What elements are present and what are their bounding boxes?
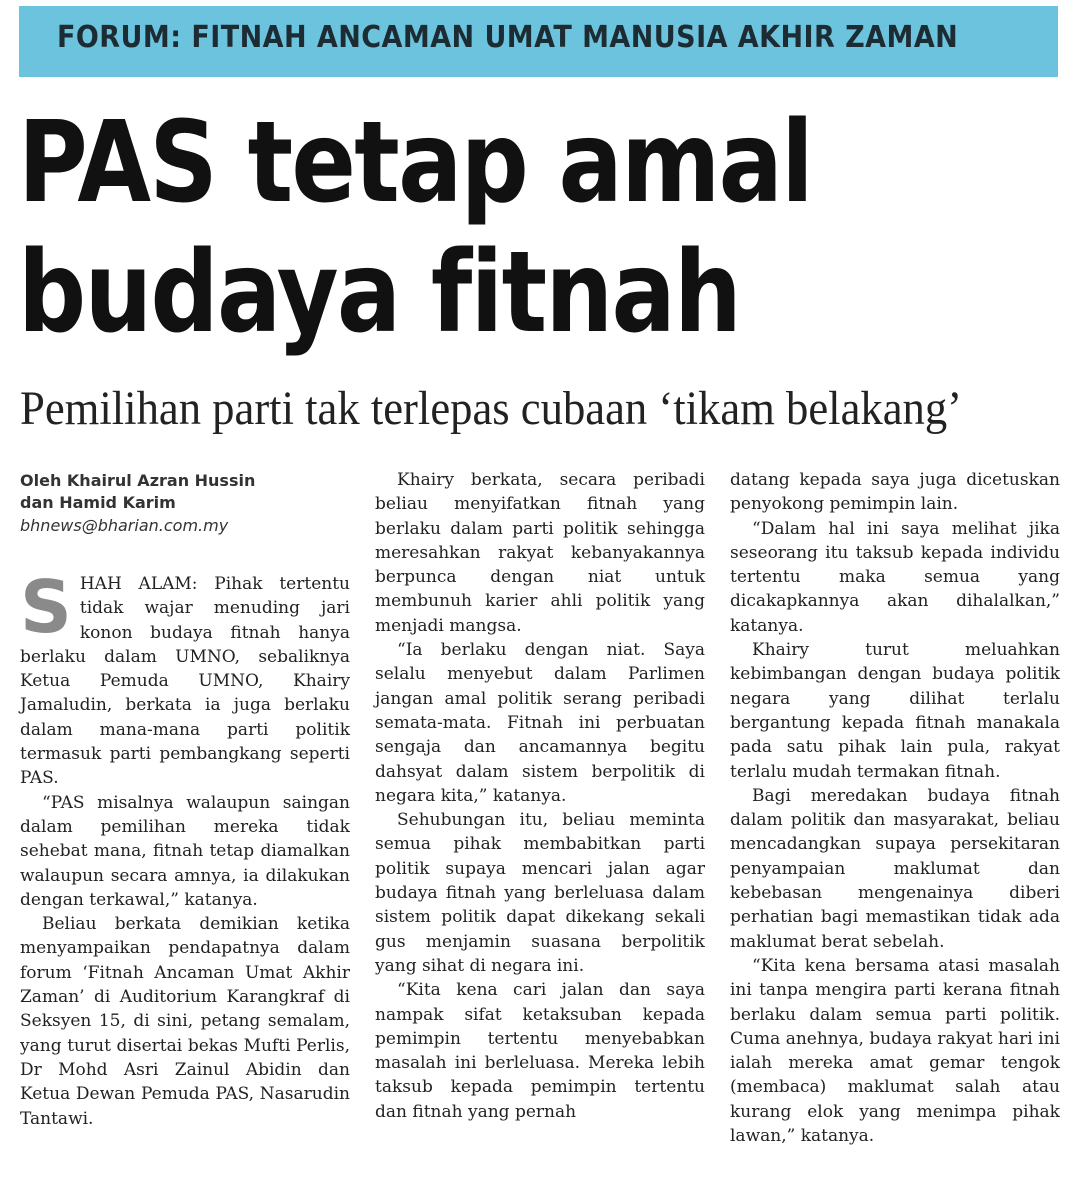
byline-line-2: dan Hamid Karim: [20, 493, 176, 512]
byline: [20, 470, 350, 514]
section-banner-title: FORUM: FITNAH ANCAMAN UMAT MANUSIA AKHIR ZAMAN: [57, 20, 959, 55]
paragraph: Khairy turut meluahkan kebimbangan dengan budaya politik negara yang dilihat terlalu bergantung kepada fitnah manakala pada satu pihak lain pula, rakyat terlalu mudah termakan fitnah.: [730, 640, 1060, 782]
article-column-2: [375, 468, 705, 1124]
paragraph: Bagi meredakan budaya fitnah dalam politik dan masyarakat, beliau mencadangkan supaya persekitaran penyampaian maklumat dan kebebasan mengenainya diberi perhatian bagi memastikan tidak ada maklumat berat sebelah.: [730, 785, 1060, 952]
paragraph: Beliau berkata demikian ketika menyampaikan pendapatnya dalam forum ‘Fitnah Ancaman Umat Akhir Zaman’ di Auditorium Karangkraf di Seksyen 15, di sini, petang semalam, yang turut disertai bekas Mufti Perlis, Dr Mohd Asri Zainul Abidin dan Ketua Dewan Pemuda PAS, Nasarudin Tantawi.: [20, 914, 350, 1129]
article-column-1: [20, 470, 350, 1131]
author-email: bhnews@bharian.com.my: [20, 516, 229, 535]
headline: [18, 98, 812, 358]
paragraph: “Ia berlaku dengan niat. Saya selalu menyebut dalam Parlimen jangan amal politik serang peribadi semata-mata. Fitnah ini perbuatan sengaja dan ancamannya begitu dahsyat dalam sistem berpolitik di negara kita,” katanya.: [375, 640, 705, 806]
paragraph: Sehubungan itu, beliau meminta semua pihak membabitkan parti politik supaya mencari jalan agar budaya fitnah yang berleluasa dalam sistem politik dapat dikekang sekali gus menjamin suasana berpolitik yang sihat di negara ini.: [375, 810, 705, 976]
paragraph: “PAS misalnya walaupun saingan dalam pemilihan mereka tidak sehebat mana, fitnah tetap diamalkan walaupun secara amnya, ia dilakukan dengan terkawal,” katanya.: [20, 792, 350, 910]
lead-paragraph: [20, 565, 350, 791]
paragraph-continued: datang kepada saya juga dicetuskan penyokong pemimpin lain.: [730, 470, 1060, 515]
byline-line-1: Oleh Khairul Azran Hussin: [20, 471, 256, 490]
headline-line-1: PAS tetap amal: [18, 98, 813, 228]
lead-text: HAH ALAM: Pihak tertentu tidak wajar menuding jari konon budaya fitnah hanya berlaku dalam UMNO, sebaliknya Ketua Pemuda UMNO, Khairy Jamaludin, berkata ia juga berlaku dalam mana-mana parti politik termasuk parti pembangkang seperti PAS.: [20, 574, 350, 789]
paragraph: “Dalam hal ini saya melihat jika seseorang itu taksub kepada individu tertentu maka semua yang dicakapkannya akan dihalalkan,” katanya.: [730, 518, 1060, 636]
headline-line-2: budaya fitnah: [18, 228, 741, 358]
section-banner: [19, 6, 1058, 77]
paragraph: “Kita kena bersama atasi masalah ini tanpa mengira parti kerana fitnah berlaku dalam semua parti politik. Cuma anehnya, budaya rakyat hari ini ialah mereka amat gemar tengok (membaca) maklumat salah atau kurang elok yang menimpa pihak lawan,” katanya.: [730, 955, 1060, 1147]
article-column-3: [730, 468, 1060, 1148]
subheadline: Pemilihan parti tak terlepas cubaan ‘tikam belakang’: [20, 382, 963, 435]
drop-cap: S: [20, 565, 72, 649]
paragraph: “Kita kena cari jalan dan saya nampak sifat ketaksuban kepada pemimpin tertentu menyebabkan masalah ini berleluasa. Mereka lebih taksub kepada pemimpin tertentu dan fitnah yang pernah: [375, 980, 705, 1122]
paragraph: Khairy berkata, secara peribadi beliau menyifatkan fitnah yang berlaku dalam parti politik sehingga meresahkan rakyat kebanyakannya berpunca dengan niat untuk membunuh karier ahli politik yang menjadi mangsa.: [375, 470, 705, 636]
